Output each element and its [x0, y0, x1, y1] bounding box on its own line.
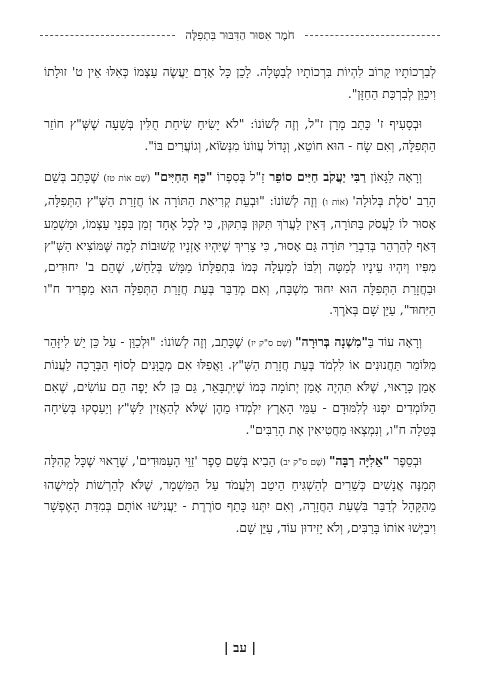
body-text: וְזֶה לְשׁוֹנוֹ: "וּבְעֵת קְרִיאַת הַתּוֹרָה אוֹ חֲזָרַת הַשְּׁ"ץ הַתְּפִלָּה, אָסוּר לוֹ לַעֲסֹק בַּתּוֹרָה, דְּאֵין לַעֲרֹךְ תִּקּוּן בְּתִקּוּן, כִּי לְכָל אֶחָד זְמַן בִּפְנֵי עַצְמוֹ, וּמַשְׁמַע דְּאַף לְהַרְהֵר בְּדִבְרֵי תּוֹרָה גַּם אָסוּר, כִּי צָרִיךְ שֶׁיִּהְיוּ אָזְנָיו קְשׁוּבוֹת לְמָה שֶּׁמּוֹצִיא הַשְּׁ"ץ מִפִּיו וְיִהְיוּ עֵינָיו לְמַטָּה וְלִבּוֹ לְמַעְלָה כְּמוֹ בִּתְפִלָּתוֹ מַמָּשׁ בְּלַחַשׁ, שֶׁהֵם ב' יִחוּדִים, וּבַחֲזָרַת הַתְּפִלָּה הוּא יִחוּד מִשְׁבָּח, וְאִם מְדַבֵּר בְּעֵת חֲזָרַת הַתְּפִלָּה הוּא מַפְרִיד ח"ו הַיִּחוּד", עַיֵּן שָׁם בְּאֹרֶךְ. [44, 193, 436, 317]
source-reference: (שָׁם ס"ק יב) [279, 458, 329, 468]
book-title: "מִשְׁנָה בְּרוּרָה" [295, 333, 368, 349]
source-reference: (שָׁם אוֹת טז) [103, 174, 154, 184]
body-text: שֶׁכָּתַב, וְזֶה לְשׁוֹנוֹ: "וּלְכַוֵּן - עַל כֵּן יֵשׁ לִיזָּהֵר מִלּוֹמַר תַּחֲנוּנִים אוֹ לִלְמֹד בְּעֵת חֲזָרַת הַשְּׁ"ץ. וַאֲפִלּוּ אִם מְכֻוָּנִים לְסוֹף הַבְּרָכָה לַעֲנוֹת אָמֵן כָּרָאוּי, שֶׁלֹּא תִּהְיֶה אָמֵן יְתוֹמָה כְּמוֹ שֶׁיִּתְבָּאֵר, גַּם כֵּן לֹא יָפֶה הֵם עוֹשִׂים, שֶׁאִם הַלּוֹמְדִים יִפְנוּ לְלִמּוּדָם - עַמֵּי הָאָרֶץ יִלְמְדוּ מֵהֶן שֶׁלֹּא לְהַאֲזִין לַשְּׁ"ץ וְיַעַסְקוּ בְּשִׂיחָה בְּטֵלָה ח"ו, וְנִמְצְאוּ מַחֲטִיאִין אֶת הָרַבִּים". [44, 334, 436, 437]
header-title: חֹמֶר אִסּוּר הַדִּבּוּר בִּתְפִלָּה [185, 28, 295, 42]
running-header [40, 26, 440, 44]
intro-text: וּבְסֵפֶר [389, 454, 422, 468]
page-body [44, 62, 436, 548]
paragraph-shulchan-aruch: וּבְסָעִיף ז' כָּתַב מָרָן ז"ל, וְזֶה לְשׁוֹנוֹ: "לֹא יָשִׂיחַ שִׂיחַת חֻלִּין בְּשָׁעָה שֶׁשְּׁ"ץ חוֹזֵר הַתְּפִלָּה, וְאִם שָׂח - הוּא חוֹטֵא, וְגָדוֹל עֲווֹנוֹ מִנְּשֹׂוֹא, וְגוֹעֲרִים בּוֹ". [44, 117, 436, 153]
page-number: | עב | [223, 641, 257, 656]
connector-text: זַ"ל בְּסִפְרוֹ [212, 170, 270, 184]
author-name: רַבִּי יַעֲקֹב חַיִּים סוֹפֵר [269, 169, 366, 184]
header-rule-right [305, 35, 440, 36]
paragraph-eliyahu-rabba [44, 450, 436, 539]
source-reference: (אוֹת ו) [322, 197, 353, 208]
book-title: "אֵלִיָּה רַבָּה" [328, 453, 390, 468]
source-reference: (שָׁם ס"ק יז) [247, 338, 296, 349]
paragraph-mishna-berura [44, 331, 436, 442]
body-text: הֵבִיא בְּשֵׁם סֵפֶר 'זַוֵּי הָעַמּוּדִים', שֶׁרָאוּי שֶׁכָּל קְהִלָּה תְּמַנֶּה אֲנָשִׁים כְּשֵׁרִים לְהַשְׁגִּיחַ הֵיטֵב וְלַעֲמֹד עַל הַמִּשְׁמָר, שֶׁלֹּא לְהַרְשׁוֹת לְמִישֶׁהוּ מֵהַקָּהָל לְדַבֵּר בִּשְׁעַת הַחֲזָרָה, וְאִם יִתְּנוּ כָּתֵף סוֹרֶרֶת - יַעֲנִישׁוּ אוֹתָם בְּמִדַּת הָאֶפְשָׁר וִיבַיְּשׁוּ אוֹתוֹ בָּרַבִּים, וְלֹא יָזִידוּן עוֹד, עַיֵּן שָׁם. [44, 454, 436, 535]
intro-text: וְרָאָה לַגָּאוֹן [365, 170, 422, 184]
body-text: שֶׁכָּתַב בְּשֵׁם הָרַב 'סֹלֶת בְּלוּלָה' [44, 170, 436, 208]
book-title: "כַּף הַחַיִּים" [153, 169, 213, 184]
header-rule-left [40, 35, 175, 36]
paragraph-continuation: לְבִרְכוֹתָיו קָרוֹב לִהְיוֹת בִּרְכוֹתָיו לְבַטָּלָה. לָכֵן כָּל אָדָם יַעֲשֶׂה עַצְמוֹ כְּאִלּוּ אֵין ט' זוּלָתוֹ וִיכַוֵּן לְבִרְכַּת הַחַזָּן". [44, 65, 436, 101]
intro-text: וְרָאָה עוֹד בַּ [367, 334, 423, 349]
paragraph-kaf-hachaim [44, 166, 436, 322]
